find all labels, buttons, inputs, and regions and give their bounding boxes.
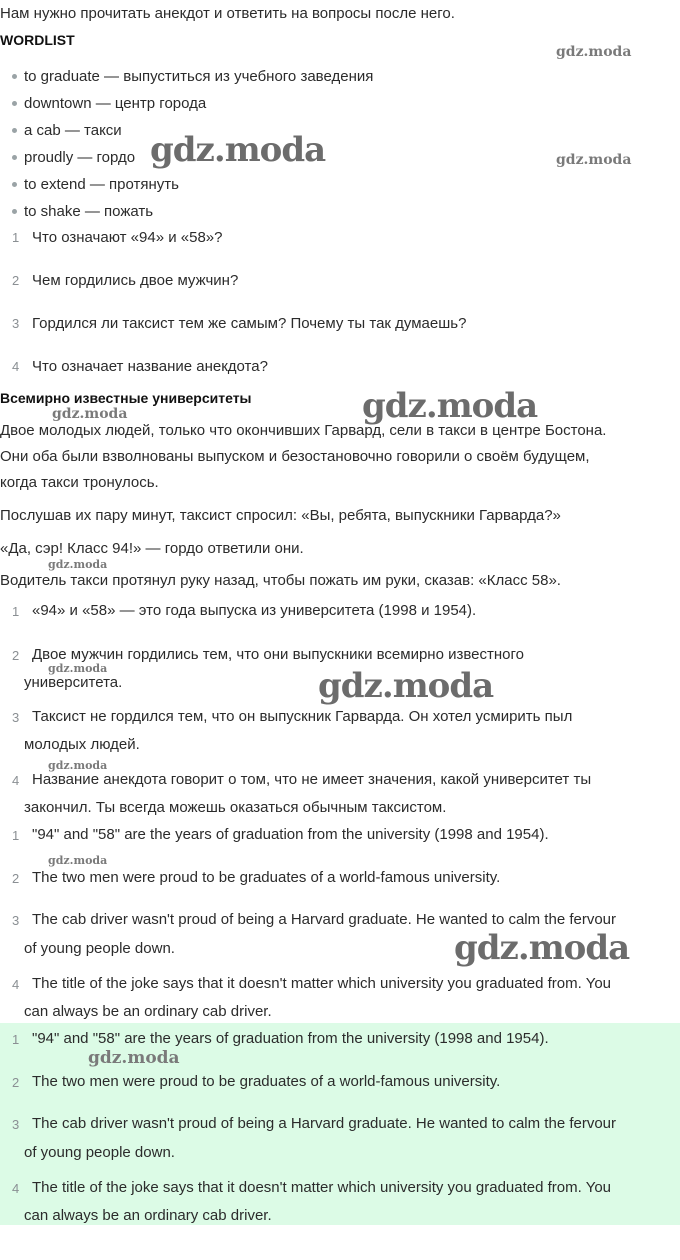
answer-line: The cab driver wasn't proud of being a Harvard graduate. He wanted to calm the fervour [32, 1115, 617, 1132]
answer-number: 2 [12, 871, 20, 886]
watermark: gdz.moda [48, 854, 108, 867]
bullet-icon [12, 155, 17, 160]
answer-line: Двое мужчин гордились тем, что они выпускники всемирно известного [32, 646, 524, 663]
watermark: gdz.moda [48, 662, 108, 675]
question-text: Чем гордились двое мужчин? [32, 272, 239, 289]
wordlist-item: a cab — такси [12, 121, 122, 141]
answer-line: The two men were proud to be graduates of a world-famous university. [32, 1073, 501, 1090]
answer-number: 2 [12, 648, 20, 663]
answer-line: can always be an ordinary cab driver. [24, 1207, 272, 1224]
story-line: «Да, сэр! Класс 94!» — гордо ответили они. [0, 540, 304, 557]
watermark: gdz.moda [52, 406, 128, 422]
answer-line: The two men were proud to be graduates of a world-famous university. [32, 869, 501, 886]
story-line: Послушав их пару минут, таксист спросил: «Вы, ребята, выпускники Гарварда?» [0, 507, 561, 524]
watermark: gdz.moda [88, 1048, 180, 1068]
question-text: Что означают «94» и «58»? [32, 229, 223, 246]
answer-number: 4 [12, 977, 20, 992]
answer-number: 4 [12, 1181, 20, 1196]
watermark: gdz.moda [48, 759, 108, 772]
answer-number: 2 [12, 1075, 20, 1090]
wordlist-heading: WORDLIST [0, 32, 75, 48]
bullet-icon [12, 74, 17, 79]
answer-number: 1 [12, 604, 20, 619]
question-number: 1 [12, 230, 20, 245]
answer-number: 1 [12, 1032, 20, 1047]
answer-number: 1 [12, 828, 20, 843]
wordlist-item: downtown — центр города [12, 94, 206, 114]
answer-number: 4 [12, 773, 20, 788]
watermark: gdz.moda [318, 666, 494, 706]
bullet-icon [12, 128, 17, 133]
bullet-icon [12, 101, 17, 106]
question-number: 2 [12, 273, 20, 288]
story-line: когда такси тронулось. [0, 474, 159, 491]
wordlist-item: to extend — протянуть [12, 175, 179, 195]
answer-line: of young people down. [24, 1144, 175, 1161]
story-line: Двое молодых людей, только что окончивших Гарвард, сели в такси в центре Бостона. [0, 422, 607, 439]
story-heading: Всемирно известные университеты [0, 390, 252, 406]
question-text: Гордился ли таксист тем же самым? Почему ты так думаешь? [32, 315, 467, 332]
answer-number: 3 [12, 710, 20, 725]
answer-line: Таксист не гордился тем, что он выпускник Гарварда. Он хотел усмирить пыл [32, 708, 573, 725]
answer-line: закончил. Ты всегда можешь оказаться обычным таксистом. [24, 799, 447, 816]
answer-line: «94» и «58» — это года выпуска из университета (1998 и 1954). [32, 602, 477, 619]
answer-line: can always be an ordinary cab driver. [24, 1003, 272, 1020]
watermark: gdz.moda [556, 152, 632, 168]
watermark: gdz.moda [454, 928, 630, 968]
answer-number: 3 [12, 913, 20, 928]
answer-line: молодых людей. [24, 736, 140, 753]
answer-line: The cab driver wasn't proud of being a Harvard graduate. He wanted to calm the fervour [32, 911, 617, 928]
intro-text: Нам нужно прочитать анекдот и ответить на вопросы после него. [0, 5, 455, 22]
wordlist-item: proudly — гордо [12, 148, 135, 168]
watermark: gdz.moda [362, 386, 538, 426]
answer-line: The title of the joke says that it doesn't matter which university you graduated from. You [32, 1179, 612, 1196]
bullet-icon [12, 209, 17, 214]
watermark: gdz.moda [556, 44, 632, 60]
question-number: 3 [12, 316, 20, 331]
answer-number: 3 [12, 1117, 20, 1132]
watermark: gdz.moda [150, 130, 326, 170]
answer-line: Название анекдота говорит о том, что не имеет значения, какой университет ты [32, 771, 592, 788]
answer-line: университета. [24, 674, 123, 691]
wordlist-item: to graduate — выпуститься из учебного заведения [12, 67, 373, 87]
watermark: gdz.moda [48, 558, 108, 571]
bullet-icon [12, 182, 17, 187]
question-number: 4 [12, 359, 20, 374]
wordlist-item: to shake — пожать [12, 202, 153, 222]
story-line: Водитель такси протянул руку назад, чтобы пожать им руки, сказав: «Класс 58». [0, 572, 561, 589]
story-line: Они оба были взволнованы выпуском и безостановочно говорили о своём будущем, [0, 448, 590, 465]
answer-line: "94" and "58" are the years of graduation from the university (1998 and 1954). [32, 1030, 549, 1047]
answer-line: of young people down. [24, 940, 175, 957]
question-text: Что означает название анекдота? [32, 358, 268, 375]
answer-line: The title of the joke says that it doesn't matter which university you graduated from. You [32, 975, 612, 992]
answer-line: "94" and "58" are the years of graduation from the university (1998 and 1954). [32, 826, 549, 843]
